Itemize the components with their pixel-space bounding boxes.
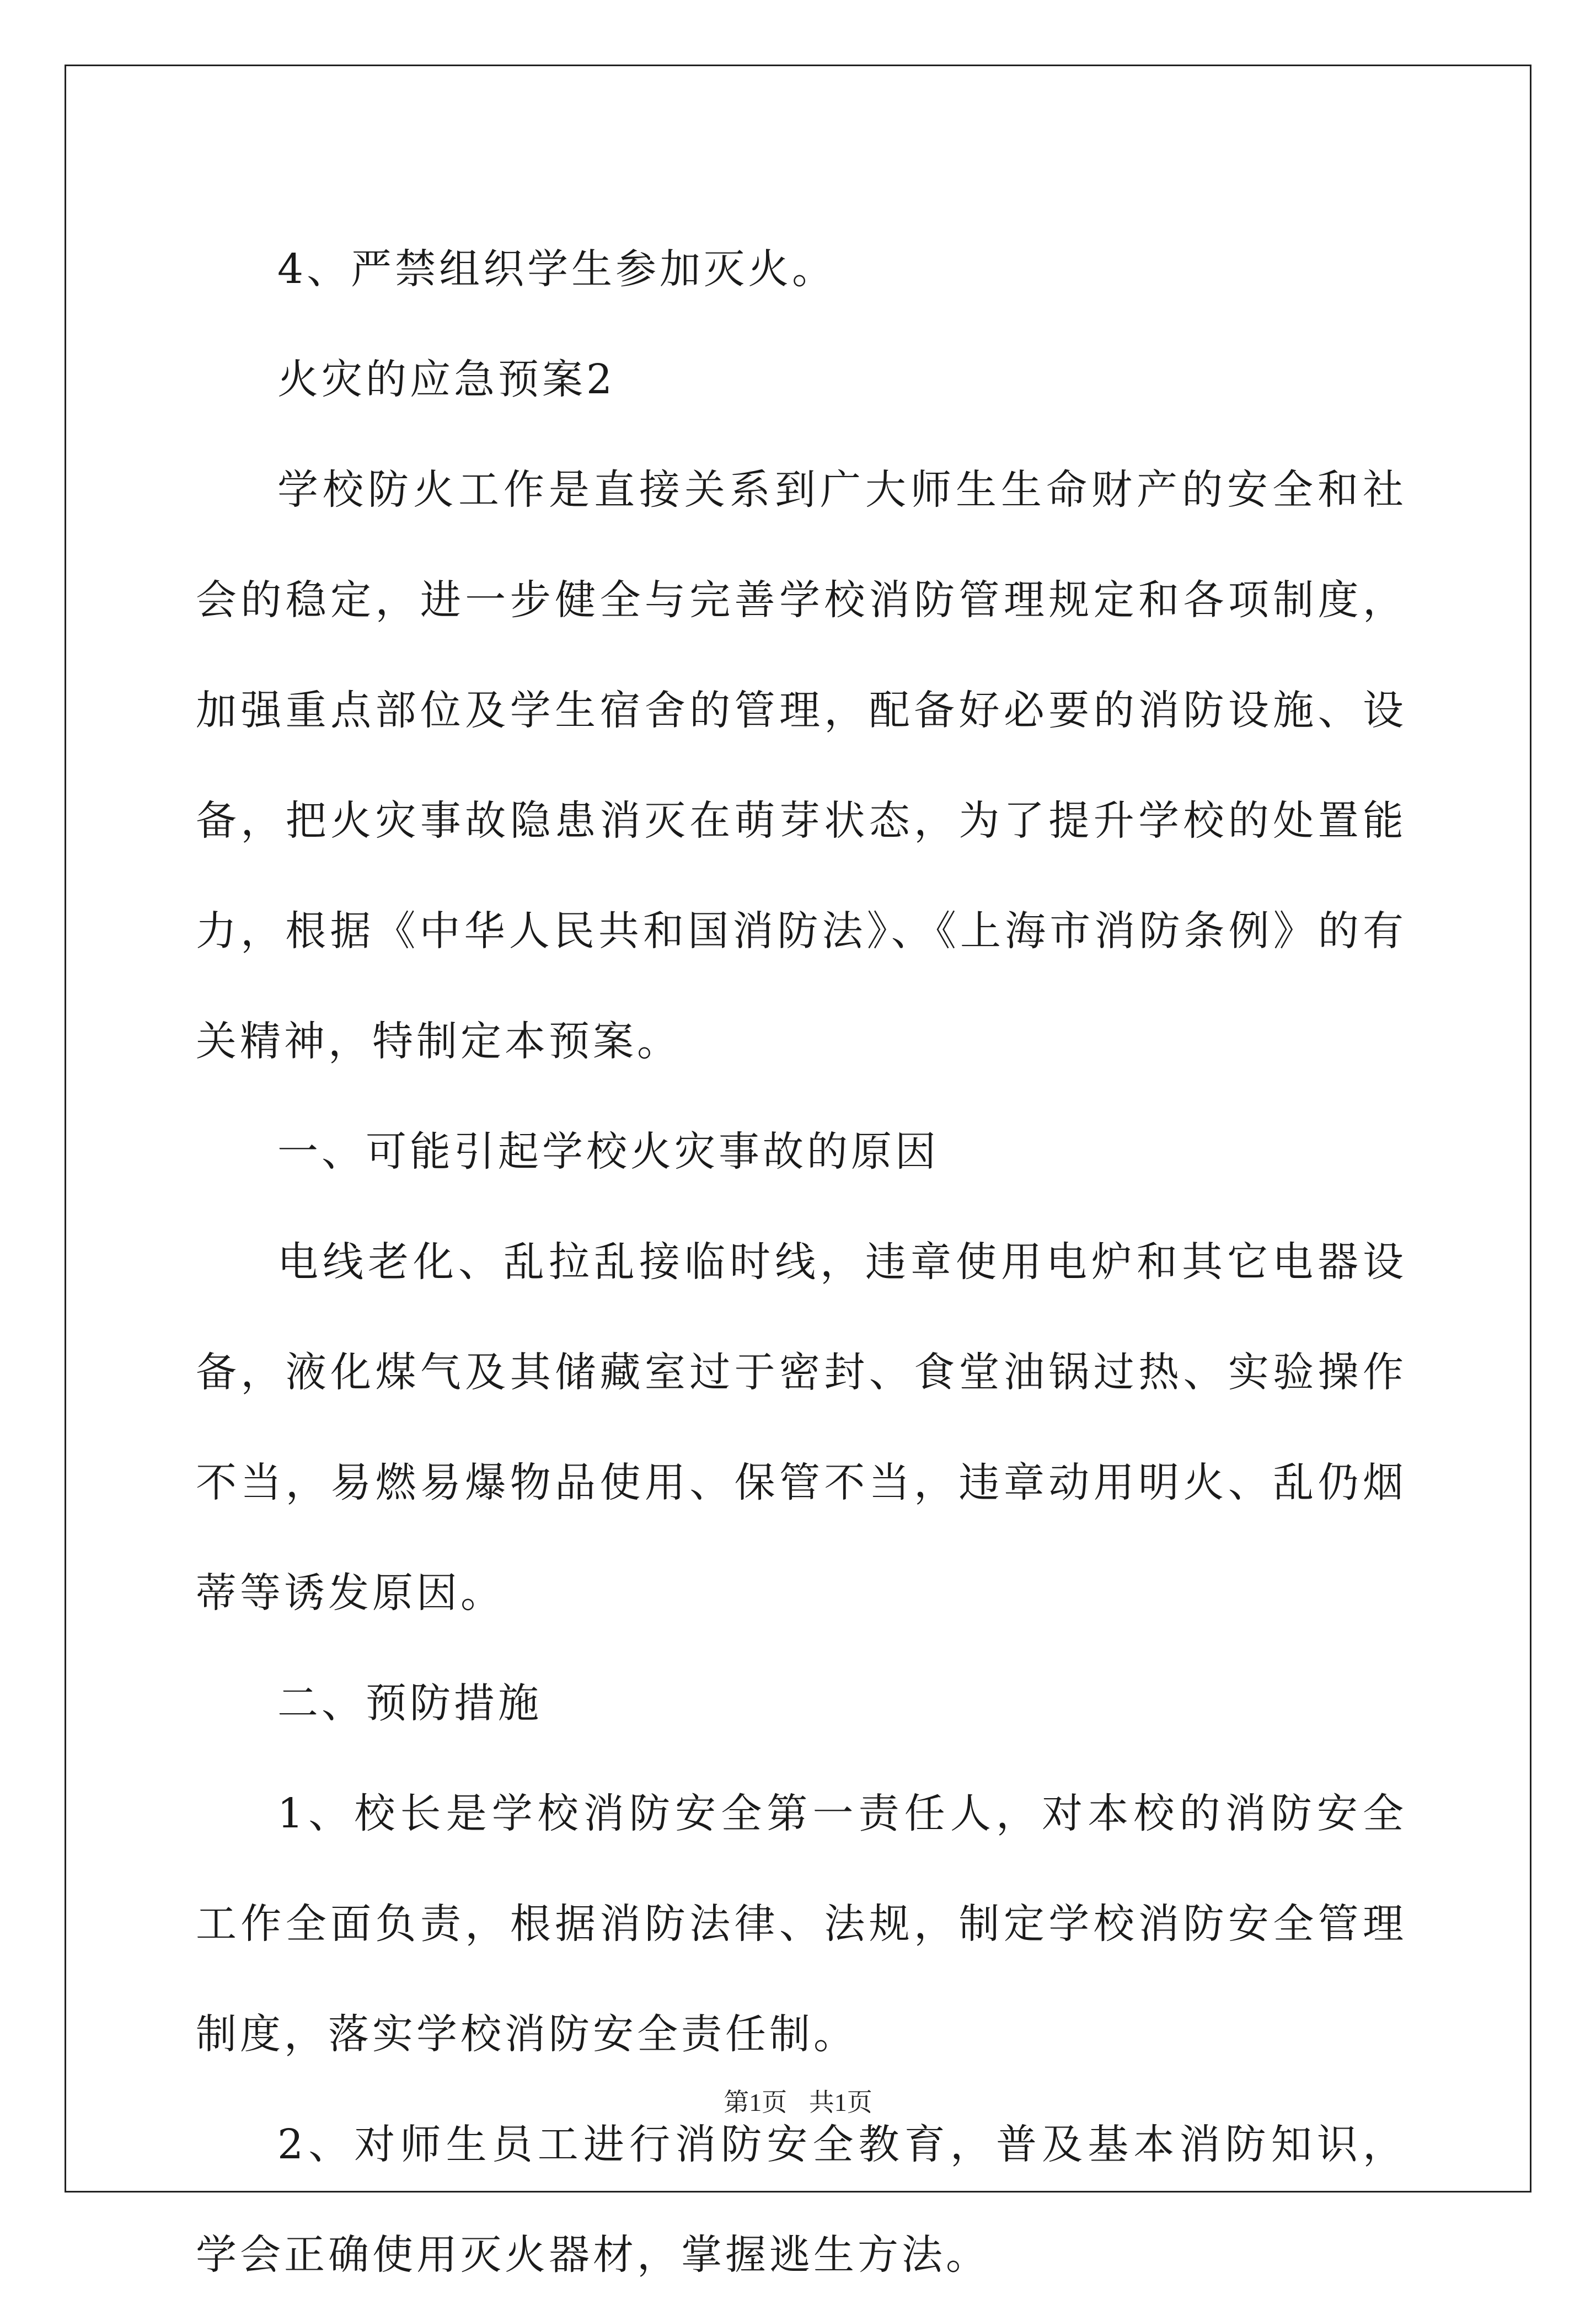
page-number: 第1页 [724, 2088, 788, 2116]
paragraph-intro: 学校防火工作是直接关系到广大师生生命财产的安全和社会的稳定，进一步健全与完善学校消防管理规定和各项制度，加强重点部位及学生宿舍的管理，配备好必要的消防设施、设备，把火灾事故隐患消灭在萌芽状态，为了提升学校的处置能力，根据《中华人民共和国消防法》、《上海市消防条例》的有关精神，特制定本预案。 [196, 466, 1407, 1065]
section-title: 火灾的应急预案2 [277, 356, 616, 403]
heading-causes: 一、可能引起学校火灾事故的原因 [277, 1128, 939, 1175]
paragraph-item-4: 4、严禁组织学生参加灭火。 [277, 245, 837, 293]
paragraph-prevention-1: 1、校长是学校消防安全第一责任人，对本校的消防安全工作全面负责，根据消防法律、法规，制定学校消防安全管理制度，落实学校消防安全责任制。 [196, 1790, 1407, 2058]
paragraph-prevention-2: 2、对师生员工进行消防安全教育，普及基本消防知识，学会正确使用灭火器材，掌握逃生方法。 [196, 2121, 1407, 2279]
heading-prevention: 二、预防措施 [277, 1680, 542, 1727]
page-footer [0, 2082, 1596, 2119]
document-body [196, 214, 1407, 2310]
page-total: 共1页 [808, 2088, 872, 2116]
paragraph-causes: 电线老化、乱拉乱接临时线，违章使用电炉和其它电器设备，液化煤气及其储藏室过于密封、食堂油锅过热、实验操作不当，易燃易爆物品使用、保管不当，违章动用明火、乱仍烟蒂等诱发原因。 [196, 1238, 1407, 1617]
